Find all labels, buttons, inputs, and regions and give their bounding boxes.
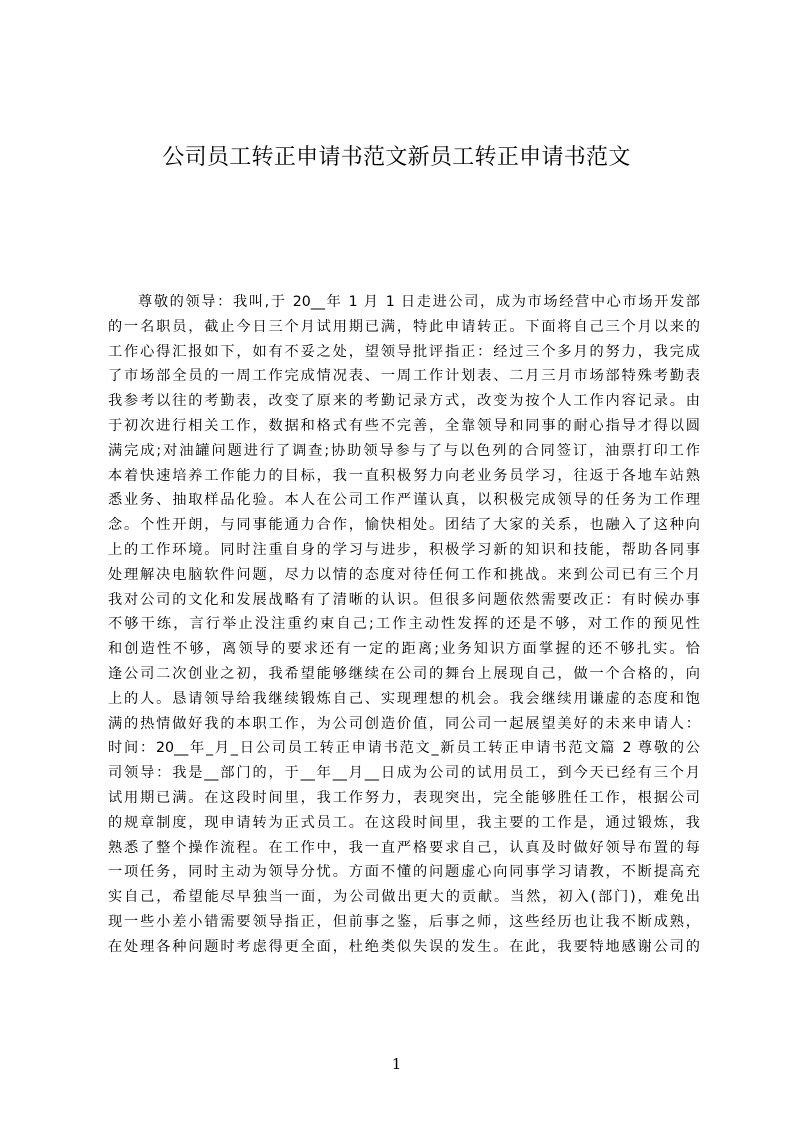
document-body xyxy=(108,290,700,960)
body-line: 和创造性不够，离领导的要求还有一定的距离;业务知识方面掌握的还不够扎实。恰 xyxy=(108,641,700,658)
body-line: 满的热情做好我的本职工作，为公司创造价值，同公司一起展望美好的未来申请人： xyxy=(108,715,700,732)
body-line: 一项任务，同时主动为领导分忧。方面不懂的问题虚心向同事学习请教，不断提高充 xyxy=(108,864,700,881)
body-line: 现一些小差小错需要领导指正，但前事之鉴，后事之师，这些经历也让我不断成熟， xyxy=(108,913,700,930)
body-line: 的规章制度，现申请转为正式员工。在这段时间里，我主要的工作是，通过锻炼，我 xyxy=(108,814,700,831)
body-line: 处理解决电脑软件问题，尽力以情的态度对待任何工作和挑战。来到公司已有三个月 xyxy=(108,566,700,583)
page-number: 1 xyxy=(391,1055,402,1073)
body-line: 实自己，希望能尽早独当一面，为公司做出更大的贡献。当然，初入(部门)，难免出 xyxy=(108,889,700,906)
body-line: 了市场部全员的一周工作完成情况表、一周工作计划表、二月三月市场部特殊考勤表 xyxy=(108,368,700,385)
document-title: 公司员工转正申请书范文新员工转正申请书范文 xyxy=(162,145,631,170)
body-line: 本着快速培养工作能力的目标，我一直积极努力向老业务员学习，往返于各地车站熟 xyxy=(108,467,700,484)
body-line: 我参考以往的考勤表，改变了原来的考勤记录方式，改变为按个人工作内容记录。由 xyxy=(108,393,700,410)
body-line: 上的人。恳请领导给我继续锻炼自己、实现理想的机会。我会继续用谦虚的态度和饱 xyxy=(108,690,700,707)
body-line: 悉业务、抽取样品化验。本人在公司工作严谨认真，以积极完成领导的任务为工作理 xyxy=(108,492,700,509)
body-line: 上的工作环境。同时注重自身的学习与进步，积极学习新的知识和技能，帮助各同事 xyxy=(108,541,700,558)
body-line: 在处理各种问题时考虑得更全面，杜绝类似失误的发生。在此，我要特地感谢公司的 xyxy=(108,938,700,955)
body-line: 念。个性开朗，与同事能通力合作，愉快相处。团结了大家的关系，也融入了这种向 xyxy=(108,517,700,534)
body-line: 试用期已满。在这段时间里，我工作努力，表现突出，完全能够胜任工作，根据公司 xyxy=(108,789,700,806)
body-line: 时间：20__年_月_日公司员工转正申请书范文_新员工转正申请书范文篇 2 尊敬的公 xyxy=(108,740,700,757)
body-line: 尊敬的领导：我叫,于 20__年 1 月 1 日走进公司，成为市场经营中心市场开发部 xyxy=(138,294,700,310)
body-line: 满完成;对油罐问题进行了调查;协助领导参与了与以色列的合同签订，油票打印工作 xyxy=(108,442,700,459)
body-line: 逢公司二次创业之初，我希望能够继续在公司的舞台上展现自己，做一个合格的，向 xyxy=(108,665,700,682)
body-line: 熟悉了整个操作流程。在工作中，我一直严格要求自己，认真及时做好领导布置的每 xyxy=(108,839,700,856)
body-line: 我对公司的文化和发展战略有了清晰的认识。但很多问题依然需要改正：有时候办事 xyxy=(108,591,700,608)
body-line: 司领导：我是__部门的，于__年__月__日成为公司的试用员工，到今天已经有三个月 xyxy=(108,765,700,782)
body-line: 的一名职员，截止今日三个月试用期已满，特此申请转正。下面将自己三个月以来的 xyxy=(108,318,700,335)
body-line: 不够干练，言行举止没注重约束自己;工作主动性发挥的还是不够，对工作的预见性 xyxy=(108,616,700,633)
body-line: 于初次进行相关工作，数据和格式有些不完善，全靠领导和同事的耐心指导才得以圆 xyxy=(108,417,700,434)
body-line: 工作心得汇报如下，如有不妥之处，望领导批评指正：经过三个多月的努力，我完成 xyxy=(108,343,700,360)
